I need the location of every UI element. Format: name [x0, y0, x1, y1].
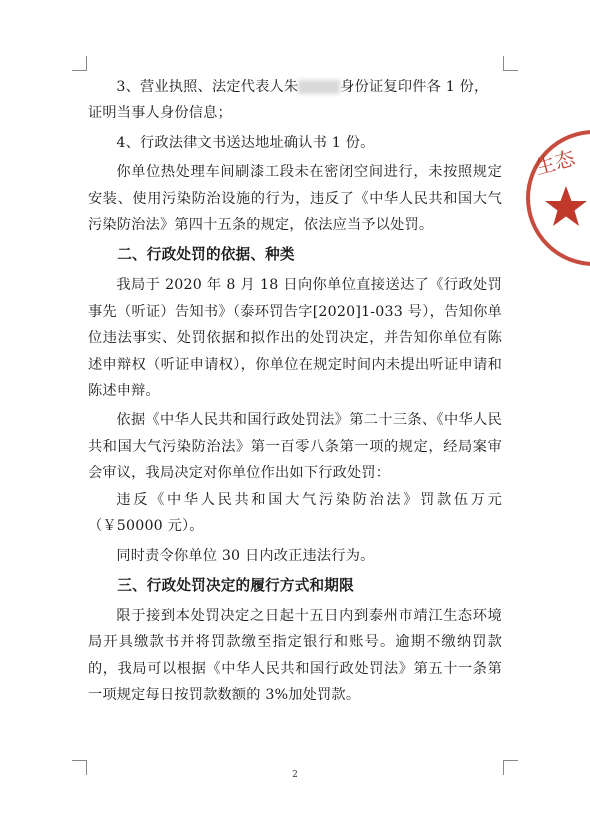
paragraph-notice: 我局于 2020 年 8 月 18 日向你单位直接送达了《行政处罚事先（听证）告知书》（泰环罚告字[2020]1-033 号），告知你单位违法事实、处罚依据和拟作出的处罚决定，并告知你单位有陈述申辩权（听证申请权），你单位在规定时间内未提出听证申请和陈述申辩。 — [88, 277, 502, 400]
redacted-name — [298, 80, 340, 94]
seal-text: 生态 — [532, 145, 578, 180]
official-seal — [522, 128, 590, 278]
section-heading-2: 二、行政处罚的依据、种类 — [117, 246, 295, 264]
item3-text-start: 3、营业执照、法定代表人朱 — [116, 79, 299, 95]
paragraph-basis: 依据《中华人民共和国行政处罚法》第二十三条、《中华人民共和国大气污染防治法》第一百零八条第一项的规定，经局案审会审议，我局决定对你单位作出如下行政处罚： — [88, 412, 502, 482]
seal-star-icon — [545, 186, 587, 226]
paragraph-violation: 你单位热处理车间刷漆工段未在密闭空间进行，未按照规定安装、使用污染防治设施的行为，违反了《中华人民共和国大气污染防治法》第四十五条的规定，依法应当予以处罚。 — [88, 164, 502, 234]
paragraph-order: 同时责令你单位 30 日内改正违法行为。 — [116, 547, 375, 564]
item3-text-end: 身份证复印件各 1 份， — [340, 79, 489, 95]
list-item-3-continuation: 证明当事人身份信息； — [88, 105, 232, 122]
paragraph-payment: 限于接到本处罚决定之日起十五日内到泰州市靖江生态环境局开具缴款书并将罚款缴至指定银行和账号。逾期不缴纳罚款的，我局可以根据《中华人民共和国行政处罚法》第五十一条第一项规定每日按罚款数额的 3%加处罚款。 — [88, 607, 502, 704]
list-item-4: 4、行政法律文书送达地址确认书 1 份。 — [116, 134, 375, 151]
paragraph-fine: 违反《中华人民共和国大气污染防治法》罚款伍万元（￥50000 元）。 — [88, 491, 502, 535]
section-heading-3: 三、行政处罚决定的履行方式和期限 — [117, 576, 354, 594]
document-body — [88, 74, 502, 709]
list-item-3 — [88, 74, 502, 100]
crop-mark-top-left — [72, 56, 87, 71]
crop-mark-top-right — [503, 56, 518, 71]
page-number: 2 — [292, 770, 298, 780]
